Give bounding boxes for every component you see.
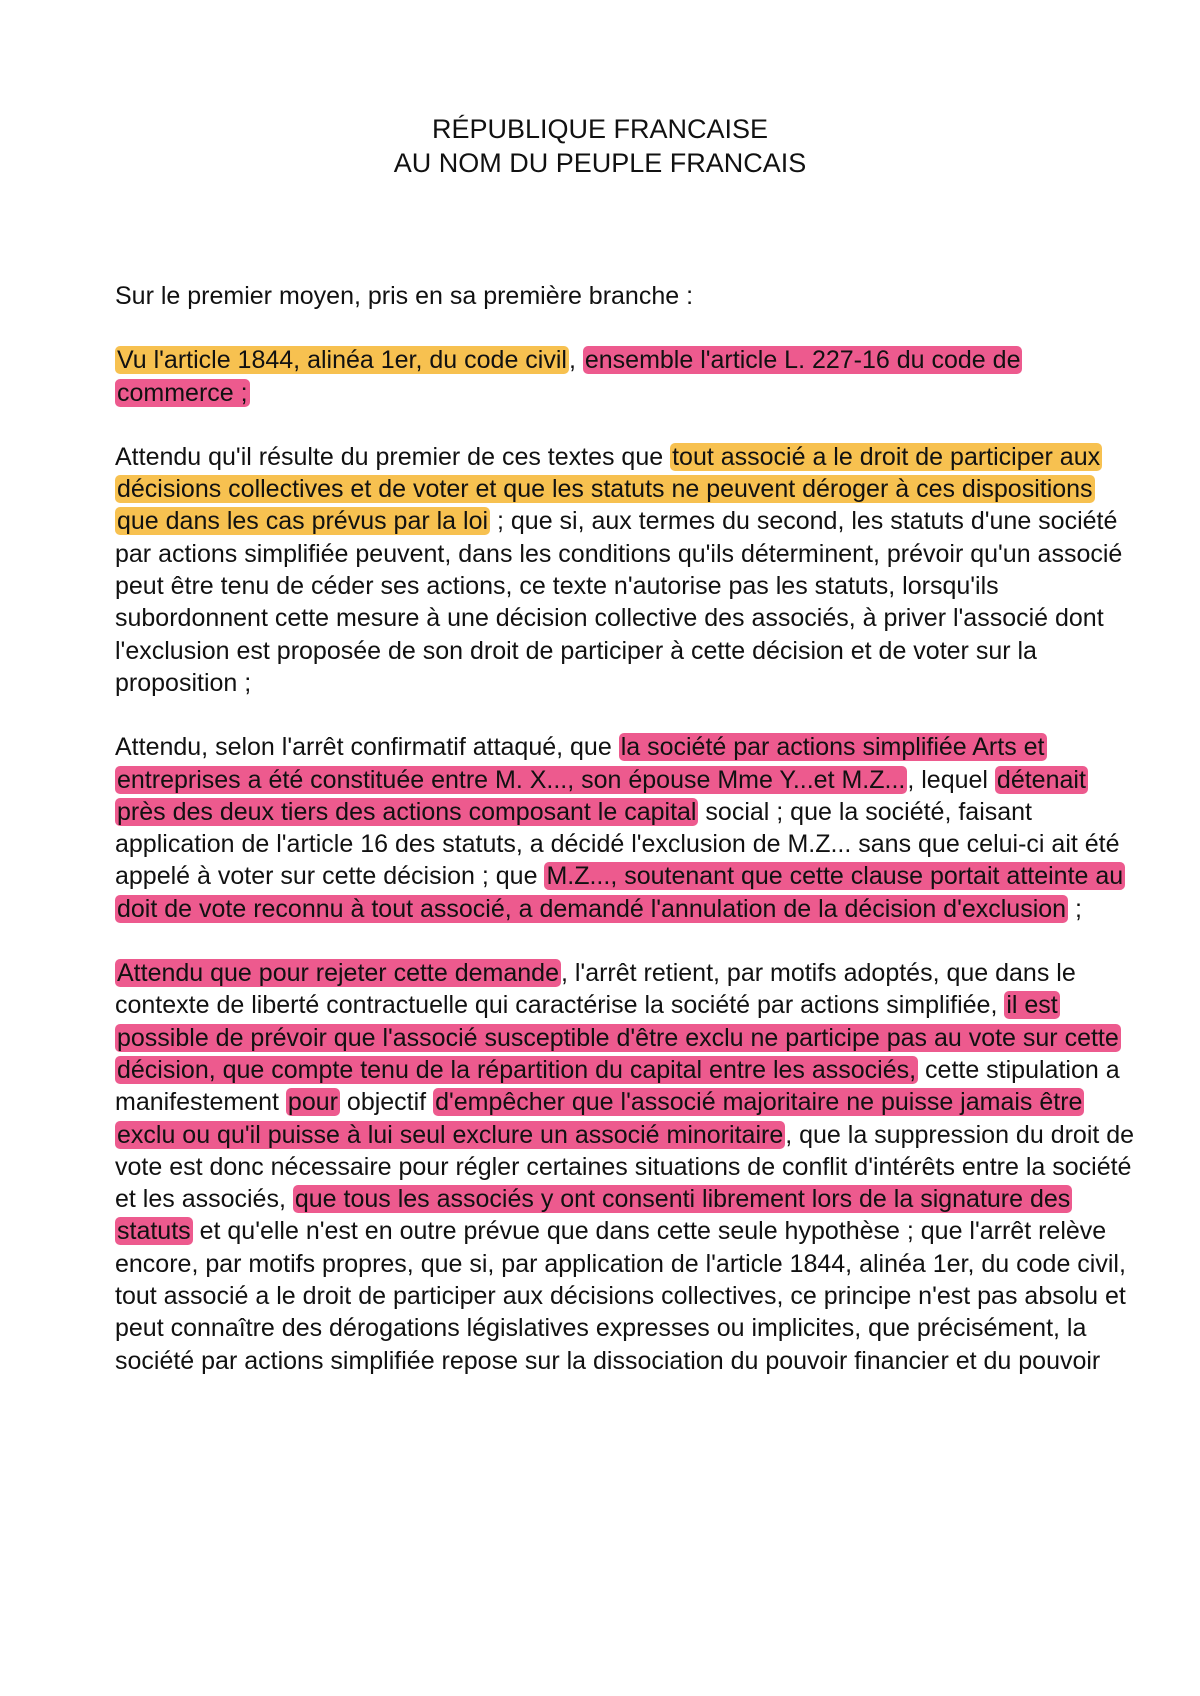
text-segment: Attendu, selon l'arrêt confirmatif attaqué, que: [115, 733, 619, 762]
highlight-pink: Attendu que pour rejeter cette demande: [117, 959, 559, 988]
header-line-people: AU NOM DU PEUPLE FRANCAIS: [393, 148, 807, 178]
highlight-pink: ensemble l'article L. 227-16 du code de commerce ;: [117, 346, 1021, 407]
paragraph-attendu-2: [115, 731, 1135, 925]
text-segment: et qu'elle n'est en outre prévue que dans cette seule hypothèse ; que l'arrêt relève encore, par motifs propres, que si, par application de l'article 1844, alinéa 1er, du code civil, tout associé a le droit de participer aux décisions collectives, ce principe n'est pas absolu et peut connaître des dérogations législatives expresses ou implicites, que précisément, la société par actions simplifiée repose sur la dissociation du pouvoir financier et du pouvoir: [115, 1217, 1126, 1375]
text-segment: social ; que la société, faisant application de l'article 16 des statuts, a décidé l'exclusion de M.Z... sans que celui-ci ait été appelé à voter sur cette décision ; que: [115, 797, 1120, 891]
text-segment: ,: [568, 346, 583, 375]
paragraph-vu: [115, 344, 1135, 409]
text-segment: , lequel: [907, 765, 995, 794]
header-line-republic: RÉPUBLIQUE FRANCAISE: [431, 114, 769, 144]
highlight-pink: d'empêcher que l'associé majoritaire ne puisse jamais être exclu ou qu'il puisse à lui seul exclure un associé minoritaire: [117, 1088, 1083, 1149]
highlight-pink: que tous les associés y ont consenti librement lors de la signature des statuts: [117, 1185, 1071, 1246]
text-segment: cette stipulation a manifestement: [115, 1055, 1120, 1117]
text-segment: Sur le premier moyen, pris en sa première branche :: [115, 282, 694, 310]
highlight-pink: détenait près des deux tiers des actions composant le capital: [117, 765, 1086, 826]
paragraph-attendu-1: [115, 441, 1135, 699]
text-segment: , que la suppression du droit de vote est donc nécessaire pour régler certaines situations de conflit d'intérêts entre la société et les associés,: [115, 1120, 1135, 1214]
document-body: [115, 280, 1135, 1409]
text-segment: objectif: [339, 1088, 434, 1117]
text-segment: Attendu qu'il résulte du premier de ces textes que: [115, 442, 671, 471]
text-segment: , l'arrêt retient, par motifs adoptés, que dans le contexte de liberté contractuelle qui caractérise la société par actions simplifiée,: [115, 959, 1076, 1020]
text-segment: ; que si, aux termes du second, les statuts d'une société par actions simplifiée peuvent, dans les conditions qu'ils déterminent, prévoir qu'un associé peut être tenu de céder ses actions, ce texte n'autorise pas les statuts, lorsqu'ils subordonnent cette mesure à une décision collective des associés, à priver l'associé dont l'exclusion est proposée de son droit de participer à cette décision et de voter sur la proposition ;: [115, 507, 1123, 697]
paragraph-moyen: [115, 280, 1135, 312]
highlight-pink: M.Z..., soutenant que cette clause portait atteinte au doit de vote reconnu à tout associé, a demandé l'annulation de la décision d'exclusion: [117, 862, 1124, 923]
text-segment: ;: [1068, 894, 1082, 923]
highlight-pink: il est possible de prévoir que l'associé susceptible d'être exclu ne participe pas au vote sur cette décision, que compte tenu de la répartition du capital entre les associés,: [117, 991, 1119, 1084]
paragraph-attendu-3: [115, 957, 1135, 1377]
highlight-yellow: tout associé a le droit de participer aux décisions collectives et de voter et que les statuts ne peuvent déroger à ces dispositions que dans les cas prévus par la loi: [117, 442, 1101, 536]
highlight-pink: pour: [287, 1088, 338, 1117]
document-header: [0, 112, 1200, 180]
highlight-yellow: Vu l'article 1844, alinéa 1er, du code civil: [117, 346, 567, 375]
highlight-pink: la société par actions simplifiée Arts et entreprises a été constituée entre M. X..., son épouse Mme Y...et M.Z...: [117, 733, 1045, 794]
